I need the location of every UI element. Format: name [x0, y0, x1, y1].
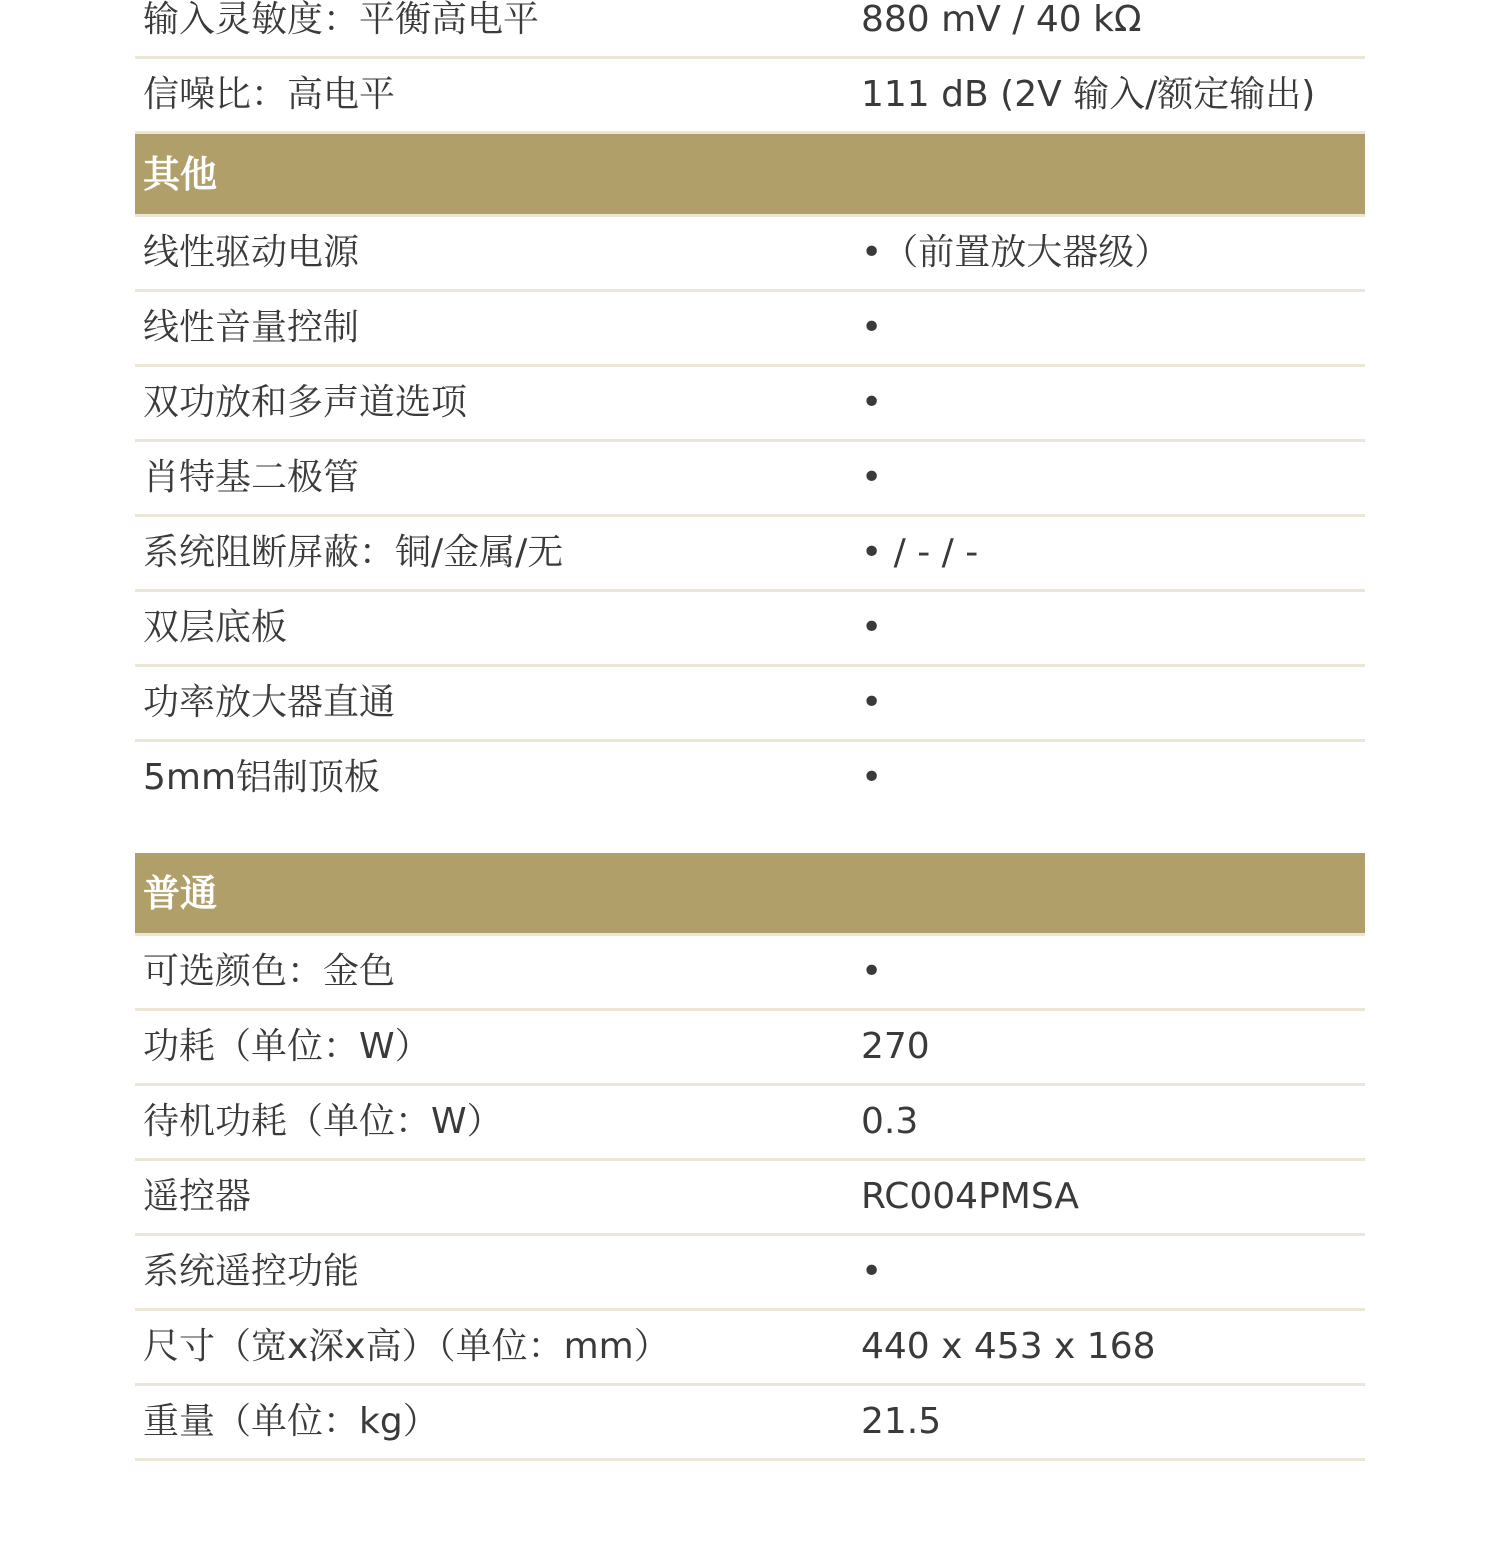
spec-row — [135, 367, 1365, 442]
spec-row — [135, 667, 1365, 742]
spec-row — [135, 742, 1365, 814]
spec-value: 440 x 453 x 168 — [861, 1326, 1156, 1367]
spec-value: • — [861, 682, 883, 723]
spec-label: 线性驱动电源 — [143, 232, 360, 273]
section-title: 其他 — [143, 153, 217, 196]
spec-label: 功率放大器直通 — [143, 682, 396, 723]
section-header-general — [135, 853, 1365, 936]
spec-value: 270 — [861, 1026, 930, 1067]
spec-label: 信噪比：高电平 — [143, 74, 396, 115]
spec-label: 5mm铝制顶板 — [143, 757, 381, 798]
spec-label: 重量（单位：kg） — [143, 1401, 439, 1442]
spec-row — [135, 217, 1365, 292]
spec-value: 0.3 — [861, 1101, 919, 1142]
spec-value: • — [861, 607, 883, 648]
spec-value: 880 mV / 40 kΩ — [861, 0, 1142, 40]
spec-label: 肖特基二极管 — [143, 457, 360, 498]
spec-row — [135, 1086, 1365, 1161]
spec-value: 111 dB (2V 输入/额定输出) — [861, 74, 1316, 115]
spec-row-snr — [135, 59, 1365, 134]
section-title: 普通 — [143, 872, 217, 915]
spec-row — [135, 442, 1365, 517]
spec-row — [135, 1386, 1365, 1461]
spec-label: 可选颜色：金色 — [143, 951, 396, 992]
spec-row — [135, 1236, 1365, 1311]
spec-label: 双功放和多声道选项 — [143, 382, 468, 423]
spec-table-top — [135, 0, 1365, 814]
spec-row — [135, 592, 1365, 667]
spec-label: 待机功耗（单位：W） — [143, 1101, 503, 1142]
spec-label: 系统阻断屏蔽：铜/金属/无 — [143, 532, 564, 573]
spec-value: • — [861, 1251, 883, 1292]
spec-label: 尺寸（宽x深x高）（单位：mm） — [143, 1326, 670, 1367]
spec-label: 线性音量控制 — [143, 307, 360, 348]
spec-value: • — [861, 457, 883, 498]
spec-label: 输入灵敏度：平衡高电平 — [143, 0, 540, 40]
spec-value: • — [861, 307, 883, 348]
spec-row — [135, 292, 1365, 367]
spec-row — [135, 1011, 1365, 1086]
spec-value: •（前置放大器级） — [861, 232, 1171, 273]
spec-value: • — [861, 951, 883, 992]
spec-value: • / - / - — [861, 532, 979, 573]
spec-label: 双层底板 — [143, 607, 288, 648]
spec-value: 21.5 — [861, 1401, 942, 1442]
spec-value: RC004PMSA — [861, 1176, 1079, 1217]
spec-row — [135, 1161, 1365, 1236]
spec-value: • — [861, 382, 883, 423]
spec-label: 系统遥控功能 — [143, 1251, 360, 1292]
spec-row-input-sensitivity — [135, 0, 1365, 59]
spec-table-general — [135, 853, 1365, 1461]
spec-row — [135, 517, 1365, 592]
section-header-other — [135, 134, 1365, 217]
spec-row — [135, 936, 1365, 1011]
spec-row — [135, 1311, 1365, 1386]
spec-label: 遥控器 — [143, 1176, 252, 1217]
spec-value: • — [861, 757, 883, 798]
spec-label: 功耗（单位：W） — [143, 1026, 431, 1067]
